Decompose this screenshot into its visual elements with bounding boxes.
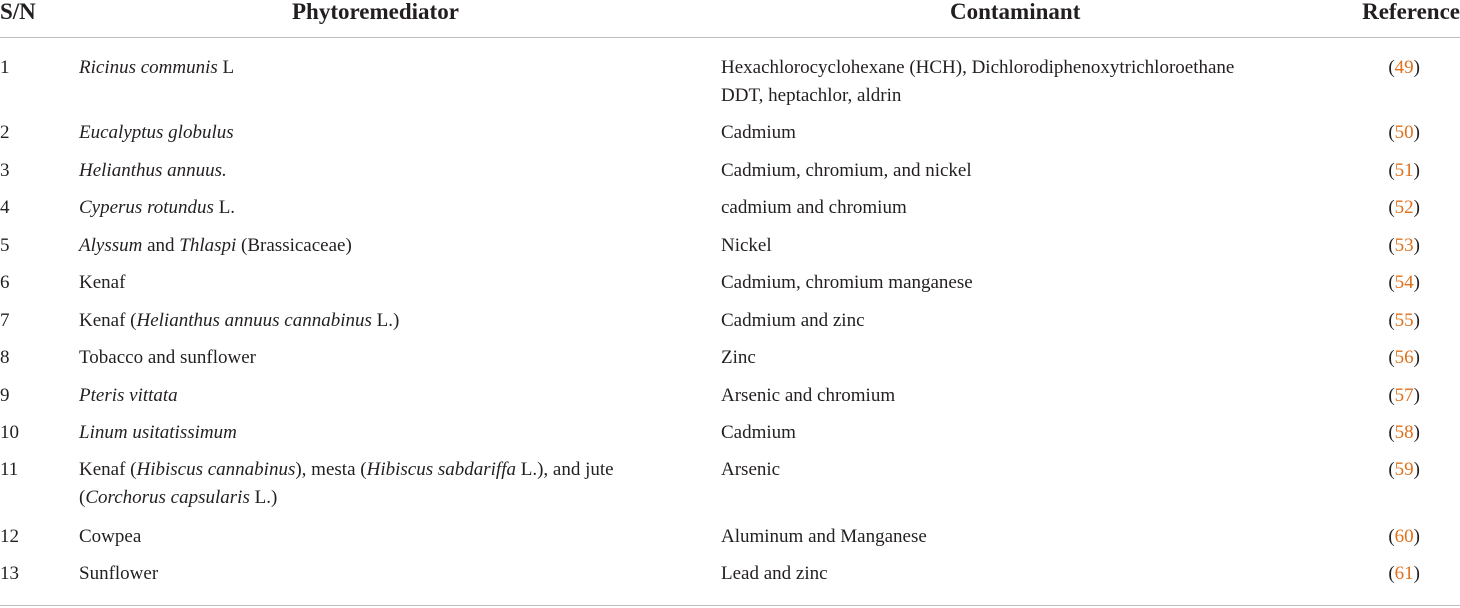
row-phytoremediator bbox=[79, 419, 699, 447]
reference-link[interactable]: 51 bbox=[1394, 160, 1414, 181]
row-reference: (61) bbox=[1388, 563, 1420, 584]
reference-link[interactable]: 50 bbox=[1394, 122, 1414, 143]
row-phytoremediator bbox=[79, 194, 699, 222]
row-contaminant bbox=[721, 157, 1321, 185]
row-phytoremediator bbox=[79, 523, 699, 551]
phyto-text: Sunflower bbox=[79, 563, 159, 584]
contaminant-line: Cadmium and zinc bbox=[721, 310, 865, 331]
contaminant-line: Aluminum and Manganese bbox=[721, 526, 927, 547]
row-contaminant bbox=[721, 54, 1321, 110]
row-phytoremediator bbox=[79, 307, 699, 335]
row-phytoremediator bbox=[79, 119, 699, 147]
row-reference: (56) bbox=[1388, 347, 1420, 368]
species-name: Helianthus annuus cannabinus bbox=[136, 310, 372, 331]
phyto-text: L bbox=[217, 57, 235, 78]
reference-link[interactable]: 59 bbox=[1394, 459, 1414, 480]
phyto-text: (Brassicaceae) bbox=[236, 235, 352, 256]
contaminant-line: DDT, heptachlor, aldrin bbox=[721, 85, 902, 106]
row-phytoremediator bbox=[79, 382, 699, 410]
row-contaminant bbox=[721, 344, 1321, 372]
row-contaminant bbox=[721, 194, 1321, 222]
row-phytoremediator bbox=[79, 560, 699, 588]
species-name: Eucalyptus globulus bbox=[79, 122, 234, 143]
row-phytoremediator bbox=[79, 232, 699, 260]
species-name: Hibiscus sabdariffa bbox=[366, 459, 516, 480]
row-phytoremediator bbox=[79, 157, 699, 185]
contaminant-line: Hexachlorocyclohexane (HCH), Dichlorodiphenoxytrichloroethane bbox=[721, 57, 1235, 78]
row-phytoremediator bbox=[79, 456, 699, 512]
phyto-text: ), mesta ( bbox=[295, 459, 367, 480]
reference-link[interactable]: 60 bbox=[1394, 526, 1414, 547]
row-sn: 2 bbox=[0, 122, 10, 143]
species-name: Hibiscus cannabinus bbox=[136, 459, 296, 480]
row-contaminant bbox=[721, 456, 1321, 484]
contaminant-line: Lead and zinc bbox=[721, 563, 828, 584]
row-sn: 6 bbox=[0, 272, 10, 293]
row-reference: (55) bbox=[1388, 310, 1420, 331]
contaminant-line: Cadmium bbox=[721, 422, 796, 443]
row-contaminant bbox=[721, 307, 1321, 335]
row-reference: (60) bbox=[1388, 526, 1420, 547]
species-name: Corchorus capsularis bbox=[85, 487, 250, 508]
header-contaminant: Contaminant bbox=[950, 0, 1081, 24]
phyto-text: Kenaf ( bbox=[79, 310, 137, 331]
row-sn: 5 bbox=[0, 235, 10, 256]
row-sn: 9 bbox=[0, 385, 10, 406]
row-sn: 7 bbox=[0, 310, 10, 331]
row-reference: (57) bbox=[1388, 385, 1420, 406]
contaminant-line: Nickel bbox=[721, 235, 772, 256]
contaminant-line: cadmium and chromium bbox=[721, 197, 907, 218]
reference-link[interactable]: 61 bbox=[1394, 563, 1414, 584]
row-sn: 1 bbox=[0, 57, 10, 78]
species-name: Alyssum bbox=[79, 235, 143, 256]
phyto-text: Cowpea bbox=[79, 526, 142, 547]
contaminant-line: Cadmium bbox=[721, 122, 796, 143]
row-contaminant bbox=[721, 523, 1321, 551]
reference-link[interactable]: 52 bbox=[1394, 197, 1414, 218]
phyto-text: L. bbox=[213, 197, 236, 218]
reference-link[interactable]: 49 bbox=[1394, 57, 1414, 78]
phyto-text: Kenaf ( bbox=[79, 459, 137, 480]
row-contaminant bbox=[721, 419, 1321, 447]
row-reference: (59) bbox=[1388, 459, 1420, 480]
reference-link[interactable]: 58 bbox=[1394, 422, 1414, 443]
phyto-text: Tobacco and sunflower bbox=[79, 347, 256, 368]
row-phytoremediator bbox=[79, 54, 699, 82]
phyto-text: L.) bbox=[371, 310, 400, 331]
species-name: Thlaspi bbox=[179, 235, 237, 256]
row-sn: 4 bbox=[0, 197, 10, 218]
reference-link[interactable]: 57 bbox=[1394, 385, 1414, 406]
phyto-text: Kenaf bbox=[79, 272, 126, 293]
table-header bbox=[0, 0, 1460, 38]
row-reference: (52) bbox=[1388, 197, 1420, 218]
row-reference: (49) bbox=[1388, 57, 1420, 78]
contaminant-line: Zinc bbox=[721, 347, 756, 368]
row-reference: (50) bbox=[1388, 122, 1420, 143]
species-name: Linum usitatissimum bbox=[79, 422, 237, 443]
phyto-text: ( bbox=[79, 487, 86, 508]
header-sn: S/N bbox=[0, 0, 36, 24]
contaminant-line: Arsenic and chromium bbox=[721, 385, 896, 406]
row-reference: (53) bbox=[1388, 235, 1420, 256]
row-sn: 8 bbox=[0, 347, 10, 368]
row-sn: 11 bbox=[0, 459, 19, 480]
species-name: Cyperus rotundus bbox=[79, 197, 214, 218]
reference-link[interactable]: 55 bbox=[1394, 310, 1414, 331]
row-reference: (51) bbox=[1388, 160, 1420, 181]
phyto-text: L.) bbox=[249, 487, 278, 508]
row-contaminant bbox=[721, 119, 1321, 147]
row-contaminant bbox=[721, 232, 1321, 260]
contaminant-line: Cadmium, chromium manganese bbox=[721, 272, 973, 293]
reference-link[interactable]: 53 bbox=[1394, 235, 1414, 256]
species-name: Helianthus annuus. bbox=[79, 160, 227, 181]
row-phytoremediator bbox=[79, 269, 699, 297]
bottom-rule bbox=[0, 605, 1460, 606]
row-contaminant bbox=[721, 382, 1321, 410]
row-contaminant bbox=[721, 560, 1321, 588]
header-phytoremediator: Phytoremediator bbox=[292, 0, 459, 24]
row-sn: 3 bbox=[0, 160, 10, 181]
contaminant-line: Cadmium, chromium, and nickel bbox=[721, 160, 972, 181]
contaminant-line: Arsenic bbox=[721, 459, 781, 480]
header-reference: Reference bbox=[1362, 0, 1460, 24]
species-name: Ricinus communis bbox=[79, 57, 218, 78]
row-sn: 12 bbox=[0, 526, 19, 547]
row-phytoremediator bbox=[79, 344, 699, 372]
row-reference: (58) bbox=[1388, 422, 1420, 443]
row-reference: (54) bbox=[1388, 272, 1420, 293]
row-sn: 13 bbox=[0, 563, 19, 584]
row-contaminant bbox=[721, 269, 1321, 297]
phyto-text: and bbox=[142, 235, 180, 256]
reference-link[interactable]: 56 bbox=[1394, 347, 1414, 368]
row-sn: 10 bbox=[0, 422, 19, 443]
reference-link[interactable]: 54 bbox=[1394, 272, 1414, 293]
phyto-text: L.), and jute bbox=[515, 459, 614, 480]
species-name: Pteris vittata bbox=[79, 385, 178, 406]
